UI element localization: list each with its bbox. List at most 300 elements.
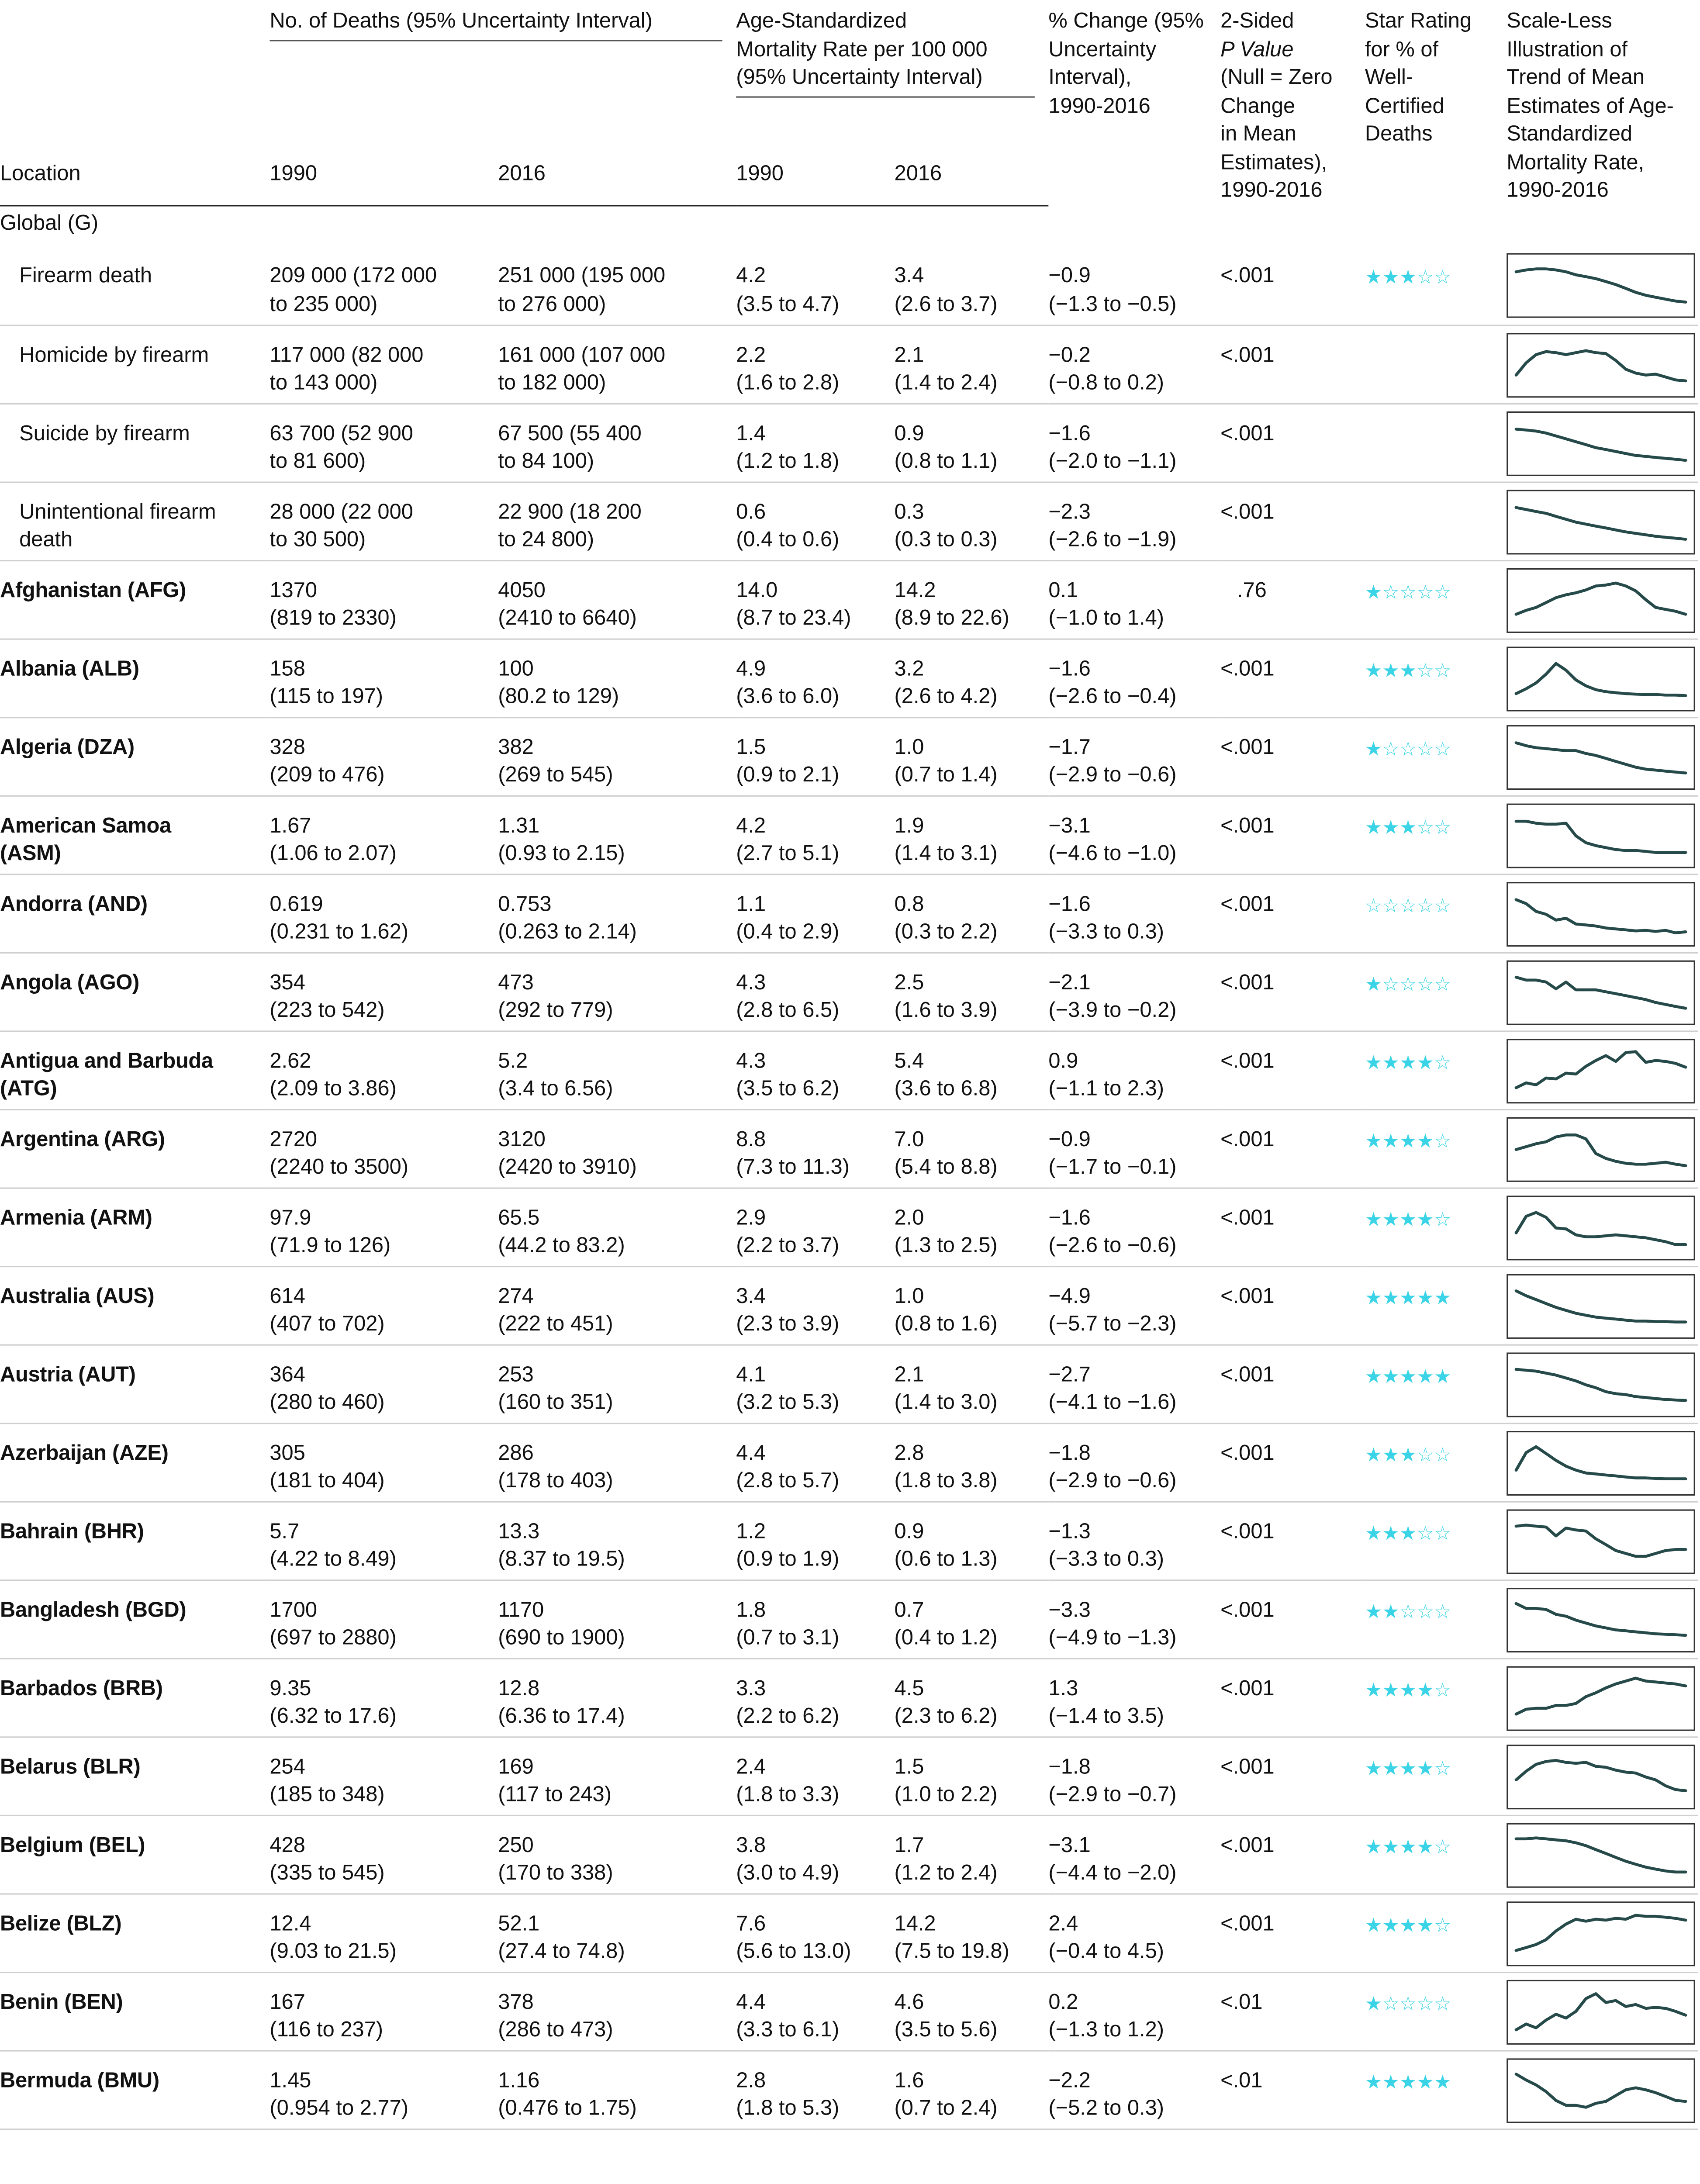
rate-2016-value: 0.7 [894,1598,924,1622]
table-row [0,1187,1698,1266]
trend-sparkline [1508,726,1693,788]
deaths-2016-cell [498,1893,736,1972]
location-cell [0,717,270,795]
rate-1990-value: 2.4 [736,1755,766,1779]
table-row [0,1109,1698,1188]
deaths-2016-interval: (6.36 to 17.4) [498,1704,625,1728]
trend-sparkline-box [1507,332,1695,397]
location-cell [0,482,270,560]
header-spacer [0,8,270,160]
star-rating-cell [1365,1109,1507,1188]
rate-2016-value: 2.8 [894,1441,924,1465]
p-value: <.001 [1220,1598,1275,1622]
rate-2016-cell [895,560,1049,639]
change-value: 2.4 [1048,1911,1078,1935]
change-cell [1048,1344,1220,1423]
change-cell [1048,1893,1220,1972]
p-value-cell [1220,1423,1365,1501]
header-p-line-2: P Value [1220,38,1294,62]
deaths-1990-cell [270,1030,498,1109]
rate-1990-cell [736,1815,894,1894]
deaths-2016-cell [498,1030,736,1109]
table-row [0,403,1698,482]
deaths-1990-value: 28 000 (22 000 [270,500,413,524]
firearm-mortality-table [0,8,1698,2129]
location-cell [0,1423,270,1501]
table-row [0,1266,1698,1344]
deaths-2016-interval: to 276 000) [498,292,606,316]
trend-sparkline [1508,883,1693,945]
deaths-2016-value: 5.2 [498,1049,528,1073]
rate-2016-cell [895,952,1049,1031]
location-name: Afghanistan (AFG) [0,578,186,602]
deaths-2016-value: 251 000 (195 000 [498,264,666,288]
trend-sparkline-box [1507,1352,1695,1417]
trend-cell [1507,1266,1698,1344]
star-rating-icon: ☆☆☆☆☆ [1365,893,1451,916]
rate-1990-cell [736,1030,894,1109]
header-rate-group [736,8,1048,160]
rate-2016-value: 1.7 [894,1833,924,1857]
header-star-line-2: for % of [1365,38,1439,62]
table-row [0,1344,1698,1423]
rate-1990-cell [736,1972,894,2050]
deaths-2016-cell [498,1344,736,1423]
change-cell [1048,325,1220,403]
location-cell [0,560,270,639]
p-value: <.001 [1220,1127,1275,1151]
deaths-1990-value: 5.7 [270,1520,300,1543]
trend-line [1516,977,1686,1008]
rate-2016-value: 1.9 [894,814,924,837]
deaths-2016-interval: (160 to 351) [498,1391,613,1415]
trend-sparkline [1508,1275,1693,1337]
deaths-2016-interval: (0.263 to 2.14) [498,920,637,944]
rate-2016-interval: (0.3 to 2.2) [894,920,998,944]
deaths-2016-interval: (0.93 to 2.15) [498,842,625,866]
deaths-2016-interval: (292 to 779) [498,999,613,1023]
deaths-2016-interval: (2410 to 6640) [498,607,637,630]
rate-1990-interval: (0.4 to 0.6) [736,528,840,552]
rate-2016-cell [895,2050,1049,2129]
location-name: Argentina (ARG) [0,1127,165,1151]
location-cell [0,1344,270,1423]
header-star-line-3: Well- [1365,66,1413,90]
star-rating-icon: ★★★☆☆ [1365,1521,1451,1543]
deaths-1990-interval: to 235 000) [270,292,378,316]
trend-sparkline-box [1507,803,1695,867]
rate-1990-interval: (7.3 to 11.3) [736,1156,850,1179]
change-cell [1048,874,1220,952]
table-row [0,795,1698,874]
rate-1990-cell [736,1501,894,1580]
rate-1990-value: 4.1 [736,1363,766,1386]
location-name: Homicide by firearm [19,343,209,367]
trend-sparkline-box [1507,1195,1695,1260]
rate-2016-value: 1.0 [894,735,924,759]
change-cell [1048,1579,1220,1658]
deaths-1990-value: 63 700 (52 900 [270,422,413,446]
header-trend-line-3: Trend of Mean [1507,66,1645,90]
rate-1990-value: 3.3 [736,1676,766,1700]
star-rating-cell [1365,246,1507,325]
trend-sparkline [1508,647,1693,709]
change-interval: (−2.0 to −1.1) [1048,450,1177,473]
p-value-cell [1220,482,1365,560]
p-value: <.001 [1220,1049,1275,1073]
rate-1990-interval: (0.4 to 2.9) [736,920,840,944]
change-value: 0.2 [1048,1990,1078,2014]
deaths-1990-value: 428 [270,1833,305,1857]
change-cell [1048,1815,1220,1894]
p-value: <.001 [1220,735,1275,759]
deaths-1990-interval: to 30 500) [270,528,366,552]
deaths-1990-value: 2720 [270,1127,318,1151]
deaths-2016-value: 1170 [498,1598,544,1622]
deaths-1990-cell [270,560,498,639]
rate-1990-interval: (3.2 to 5.3) [736,1391,840,1415]
deaths-2016-cell [498,717,736,795]
rate-2016-value: 1.6 [894,2069,924,2092]
star-rating-cell [1365,1815,1507,1894]
change-cell [1048,1501,1220,1580]
star-rating-icon: ★★☆☆☆ [1365,1599,1451,1622]
rate-2016-interval: (2.6 to 4.2) [894,685,998,709]
p-value-cell [1220,325,1365,403]
header-change-line-4: 1990-2016 [1048,94,1151,118]
deaths-2016-cell [498,1658,736,1737]
trend-sparkline [1508,1196,1693,1258]
deaths-2016-interval: (690 to 1900) [498,1626,625,1650]
trend-cell [1507,1109,1698,1188]
trend-cell [1507,325,1698,403]
trend-sparkline-box [1507,489,1695,554]
rate-2016-value: 7.0 [894,1127,924,1151]
rate-1990-interval: (2.2 to 3.7) [736,1234,840,1258]
star-rating-cell [1365,1344,1507,1423]
location-cell [0,2050,270,2129]
rate-2016-value: 1.0 [894,1284,924,1308]
deaths-1990-value: 158 [270,657,305,681]
deaths-1990-cell [270,1893,498,1972]
change-value: −0.2 [1048,343,1091,367]
trend-line [1516,1524,1686,1555]
p-value-cell [1220,1187,1365,1266]
table-row [0,482,1698,560]
rate-1990-value: 0.6 [736,500,766,524]
table-row [0,1579,1698,1658]
rate-1990-interval: (1.6 to 2.8) [736,371,840,395]
trend-cell [1507,246,1698,325]
rate-1990-cell [736,1266,894,1344]
deaths-2016-cell [498,325,736,403]
trend-line [1516,1051,1686,1087]
star-rating-cell [1365,639,1507,717]
location-name: Australia (AUS) [0,1284,155,1308]
rate-1990-interval: (2.2 to 6.2) [736,1704,840,1728]
rate-1990-cell [736,2050,894,2129]
star-rating-icon: ★★★★☆ [1365,1756,1451,1779]
trend-cell [1507,482,1698,560]
deaths-1990-interval: (185 to 348) [270,1783,385,1807]
deaths-1990-cell [270,1972,498,2050]
deaths-1990-value: 167 [270,1990,305,2014]
trend-line [1516,350,1686,380]
rate-2016-cell [895,1266,1049,1344]
location-name: Benin (BEN) [0,1990,123,2014]
rate-1990-interval: (2.8 to 5.7) [736,1469,840,1493]
deaths-2016-interval: (2420 to 3910) [498,1156,637,1179]
table-row [0,1030,1698,1109]
header-trend-line-7: 1990-2016 [1507,179,1609,203]
deaths-1990-cell [270,795,498,874]
rate-1990-cell [736,560,894,639]
deaths-2016-interval: (178 to 403) [498,1469,613,1493]
star-rating-cell [1365,1266,1507,1344]
deaths-1990-interval: (2240 to 3500) [270,1156,409,1179]
trend-cell [1507,560,1698,639]
deaths-2016-cell [498,639,736,717]
rate-1990-value: 1.2 [736,1520,766,1543]
p-value: <.001 [1220,1911,1275,1935]
change-interval: (−4.6 to −1.0) [1048,842,1177,866]
deaths-1990-value: 354 [270,971,305,994]
location-cell [0,795,270,874]
rate-1990-cell [736,1187,894,1266]
trend-sparkline [1508,961,1693,1023]
trend-sparkline-box [1507,1822,1695,1887]
table-row [0,1658,1698,1737]
deaths-2016-value: 4050 [498,578,546,602]
location-cell [0,1972,270,2050]
trend-sparkline-box [1507,1901,1695,1966]
rate-2016-value: 4.5 [894,1676,924,1700]
deaths-2016-cell [498,246,736,325]
star-rating-cell [1365,482,1507,560]
header-trend-line-4: Estimates of Age- [1507,94,1674,118]
rate-2016-interval: (3.5 to 5.6) [894,2018,998,2042]
deaths-1990-interval: (9.03 to 21.5) [270,1940,397,1964]
star-rating-cell [1365,1972,1507,2050]
rate-2016-interval: (8.9 to 22.6) [894,607,1009,630]
header-change-line-1: % Change (95% [1048,10,1204,33]
star-rating-icon: ★☆☆☆☆ [1365,972,1451,994]
deaths-1990-value: 9.35 [270,1676,311,1700]
rate-2016-cell [895,1030,1049,1109]
deaths-1990-value: 209 000 (172 000 [270,264,437,288]
rate-1990-cell [736,246,894,325]
trend-line [1516,1677,1686,1713]
rate-1990-cell [736,1423,894,1501]
rate-2016-cell [895,1187,1049,1266]
deaths-1990-cell [270,639,498,717]
trend-sparkline [1508,569,1693,631]
star-rating-cell [1365,952,1507,1031]
change-interval: (−2.9 to −0.6) [1048,764,1177,787]
change-interval: (−2.6 to −1.9) [1048,528,1177,552]
location-name: Angola (AGO) [0,971,139,994]
change-value: 0.9 [1048,1049,1078,1073]
trend-cell [1507,1579,1698,1658]
rate-1990-value: 4.4 [736,1990,766,2014]
star-rating-cell [1365,1579,1507,1658]
p-value: .76 [1237,578,1267,602]
location-cell [0,1658,270,1737]
deaths-2016-interval: (27.4 to 74.8) [498,1940,625,1964]
rate-1990-interval: (3.0 to 4.9) [736,1861,840,1885]
trend-sparkline [1508,1040,1693,1102]
rate-1990-interval: (2.3 to 3.9) [736,1313,840,1336]
rate-1990-cell [736,1579,894,1658]
change-cell [1048,482,1220,560]
deaths-1990-cell [270,246,498,325]
p-value: <.001 [1220,343,1275,367]
deaths-2016-value: 12.8 [498,1676,540,1700]
deaths-2016-value: 382 [498,735,534,759]
location-cell [0,952,270,1031]
star-rating-cell [1365,1423,1507,1501]
location-name: Barbados (BRB) [0,1676,163,1700]
change-value: −3.1 [1048,814,1091,837]
change-interval: (−1.1 to 2.3) [1048,1077,1164,1101]
deaths-1990-interval: (209 to 476) [270,764,385,787]
deaths-2016-cell [498,952,736,1031]
deaths-2016-value: 0.753 [498,892,552,916]
trend-sparkline [1508,1589,1693,1651]
trend-sparkline [1508,491,1693,553]
rate-2016-cell [895,1815,1049,1894]
change-value: −4.9 [1048,1284,1091,1308]
location-name: Belarus (BLR) [0,1755,141,1779]
star-rating-icon: ★☆☆☆☆ [1365,580,1451,602]
star-rating-icon: ★★★★★ [1365,1286,1451,1308]
star-rating-cell [1365,2050,1507,2129]
location-cell [0,1109,270,1188]
change-interval: (−1.4 to 3.5) [1048,1704,1164,1728]
location-name: Bermuda (BMU) [0,2069,159,2092]
deaths-1990-cell [270,1266,498,1344]
rate-1990-cell [736,1658,894,1737]
p-value-cell [1220,1266,1365,1344]
change-value: −2.1 [1048,971,1091,994]
rate-1990-value: 1.4 [736,422,766,446]
table-row [0,1423,1698,1501]
trend-sparkline-box [1507,1587,1695,1652]
rate-1990-interval: (3.5 to 4.7) [736,292,840,316]
trend-cell [1507,1736,1698,1815]
change-cell [1048,639,1220,717]
rate-2016-value: 2.1 [894,343,924,367]
change-interval: (−2.6 to −0.4) [1048,685,1177,709]
trend-line [1516,1603,1686,1635]
deaths-1990-cell [270,1736,498,1815]
header-rate-line-2: Mortality Rate per 100 000 [736,38,988,62]
deaths-2016-value: 13.3 [498,1520,540,1543]
table-row [0,325,1698,403]
header-p-line-5: in Mean [1220,122,1296,146]
trend-sparkline [1508,1353,1693,1415]
change-value: −1.7 [1048,735,1091,759]
trend-line [1516,1760,1686,1790]
deaths-2016-cell [498,1423,736,1501]
trend-line [1516,1837,1686,1871]
deaths-2016-cell [498,1579,736,1658]
header-p-value [1220,8,1365,206]
rate-1990-value: 8.8 [736,1127,766,1151]
trend-sparkline [1508,412,1693,474]
p-value: <.001 [1220,1363,1275,1386]
location-name: Azerbaijan (AZE) [0,1441,169,1465]
change-value: −0.9 [1048,1127,1091,1151]
p-value-cell [1220,795,1365,874]
deaths-2016-value: 1.31 [498,814,540,837]
rate-1990-interval: (1.8 to 5.3) [736,2097,840,2121]
trend-cell [1507,1658,1698,1737]
p-value: <.001 [1220,422,1275,446]
p-value: <.001 [1220,1284,1275,1308]
location-name: Firearm death [19,264,152,288]
rate-1990-cell [736,1109,894,1188]
rate-2016-cell [895,1579,1049,1658]
p-value: <.001 [1220,657,1275,681]
deaths-1990-value: 1700 [270,1598,318,1622]
header-p-line-7: 1990-2016 [1220,179,1323,203]
rate-2016-interval: (0.7 to 2.4) [894,2097,998,2121]
location-name-cont: death [19,528,73,552]
rate-2016-value: 2.1 [894,1363,924,1386]
p-value: <.001 [1220,814,1275,837]
trend-sparkline [1508,1902,1693,1964]
trend-sparkline-box [1507,1273,1695,1338]
location-name: American Samoa [0,814,171,837]
location-cell [0,1815,270,1894]
trend-line [1516,1290,1686,1321]
change-cell [1048,1423,1220,1501]
header-change-line-3: Interval), [1048,66,1132,90]
change-interval: (−4.1 to −1.6) [1048,1391,1177,1415]
rate-2016-interval: (5.4 to 8.8) [894,1156,998,1179]
change-interval: (−5.7 to −2.3) [1048,1313,1177,1336]
trend-line [1516,582,1686,613]
rate-1990-value: 4.3 [736,971,766,994]
p-value: <.001 [1220,500,1275,524]
rate-2016-interval: (0.8 to 1.6) [894,1313,998,1336]
deaths-2016-cell [498,2050,736,2129]
deaths-1990-interval: (280 to 460) [270,1391,385,1415]
table-header [0,8,1698,206]
trend-line [1516,1212,1686,1244]
trend-sparkline-box [1507,411,1695,475]
deaths-1990-value: 0.619 [270,892,323,916]
header-deaths-1990: 1990 [270,160,498,206]
header-deaths-group-label: No. of Deaths (95% Uncertainty Interval) [270,8,722,41]
deaths-2016-cell [498,403,736,482]
deaths-1990-value: 1.67 [270,814,311,837]
table-row [0,1736,1698,1815]
p-value: <.001 [1220,1755,1275,1779]
star-rating-cell [1365,403,1507,482]
rate-2016-cell [895,246,1049,325]
trend-sparkline-box [1507,1744,1695,1809]
rate-1990-value: 4.4 [736,1441,766,1465]
deaths-2016-cell [498,560,736,639]
change-value: 0.1 [1048,578,1078,602]
rate-2016-interval: (0.6 to 1.3) [894,1548,998,1572]
trend-line [1516,429,1686,460]
rate-1990-interval: (0.9 to 2.1) [736,764,840,787]
deaths-1990-cell [270,952,498,1031]
p-value: <.01 [1220,1990,1263,2014]
